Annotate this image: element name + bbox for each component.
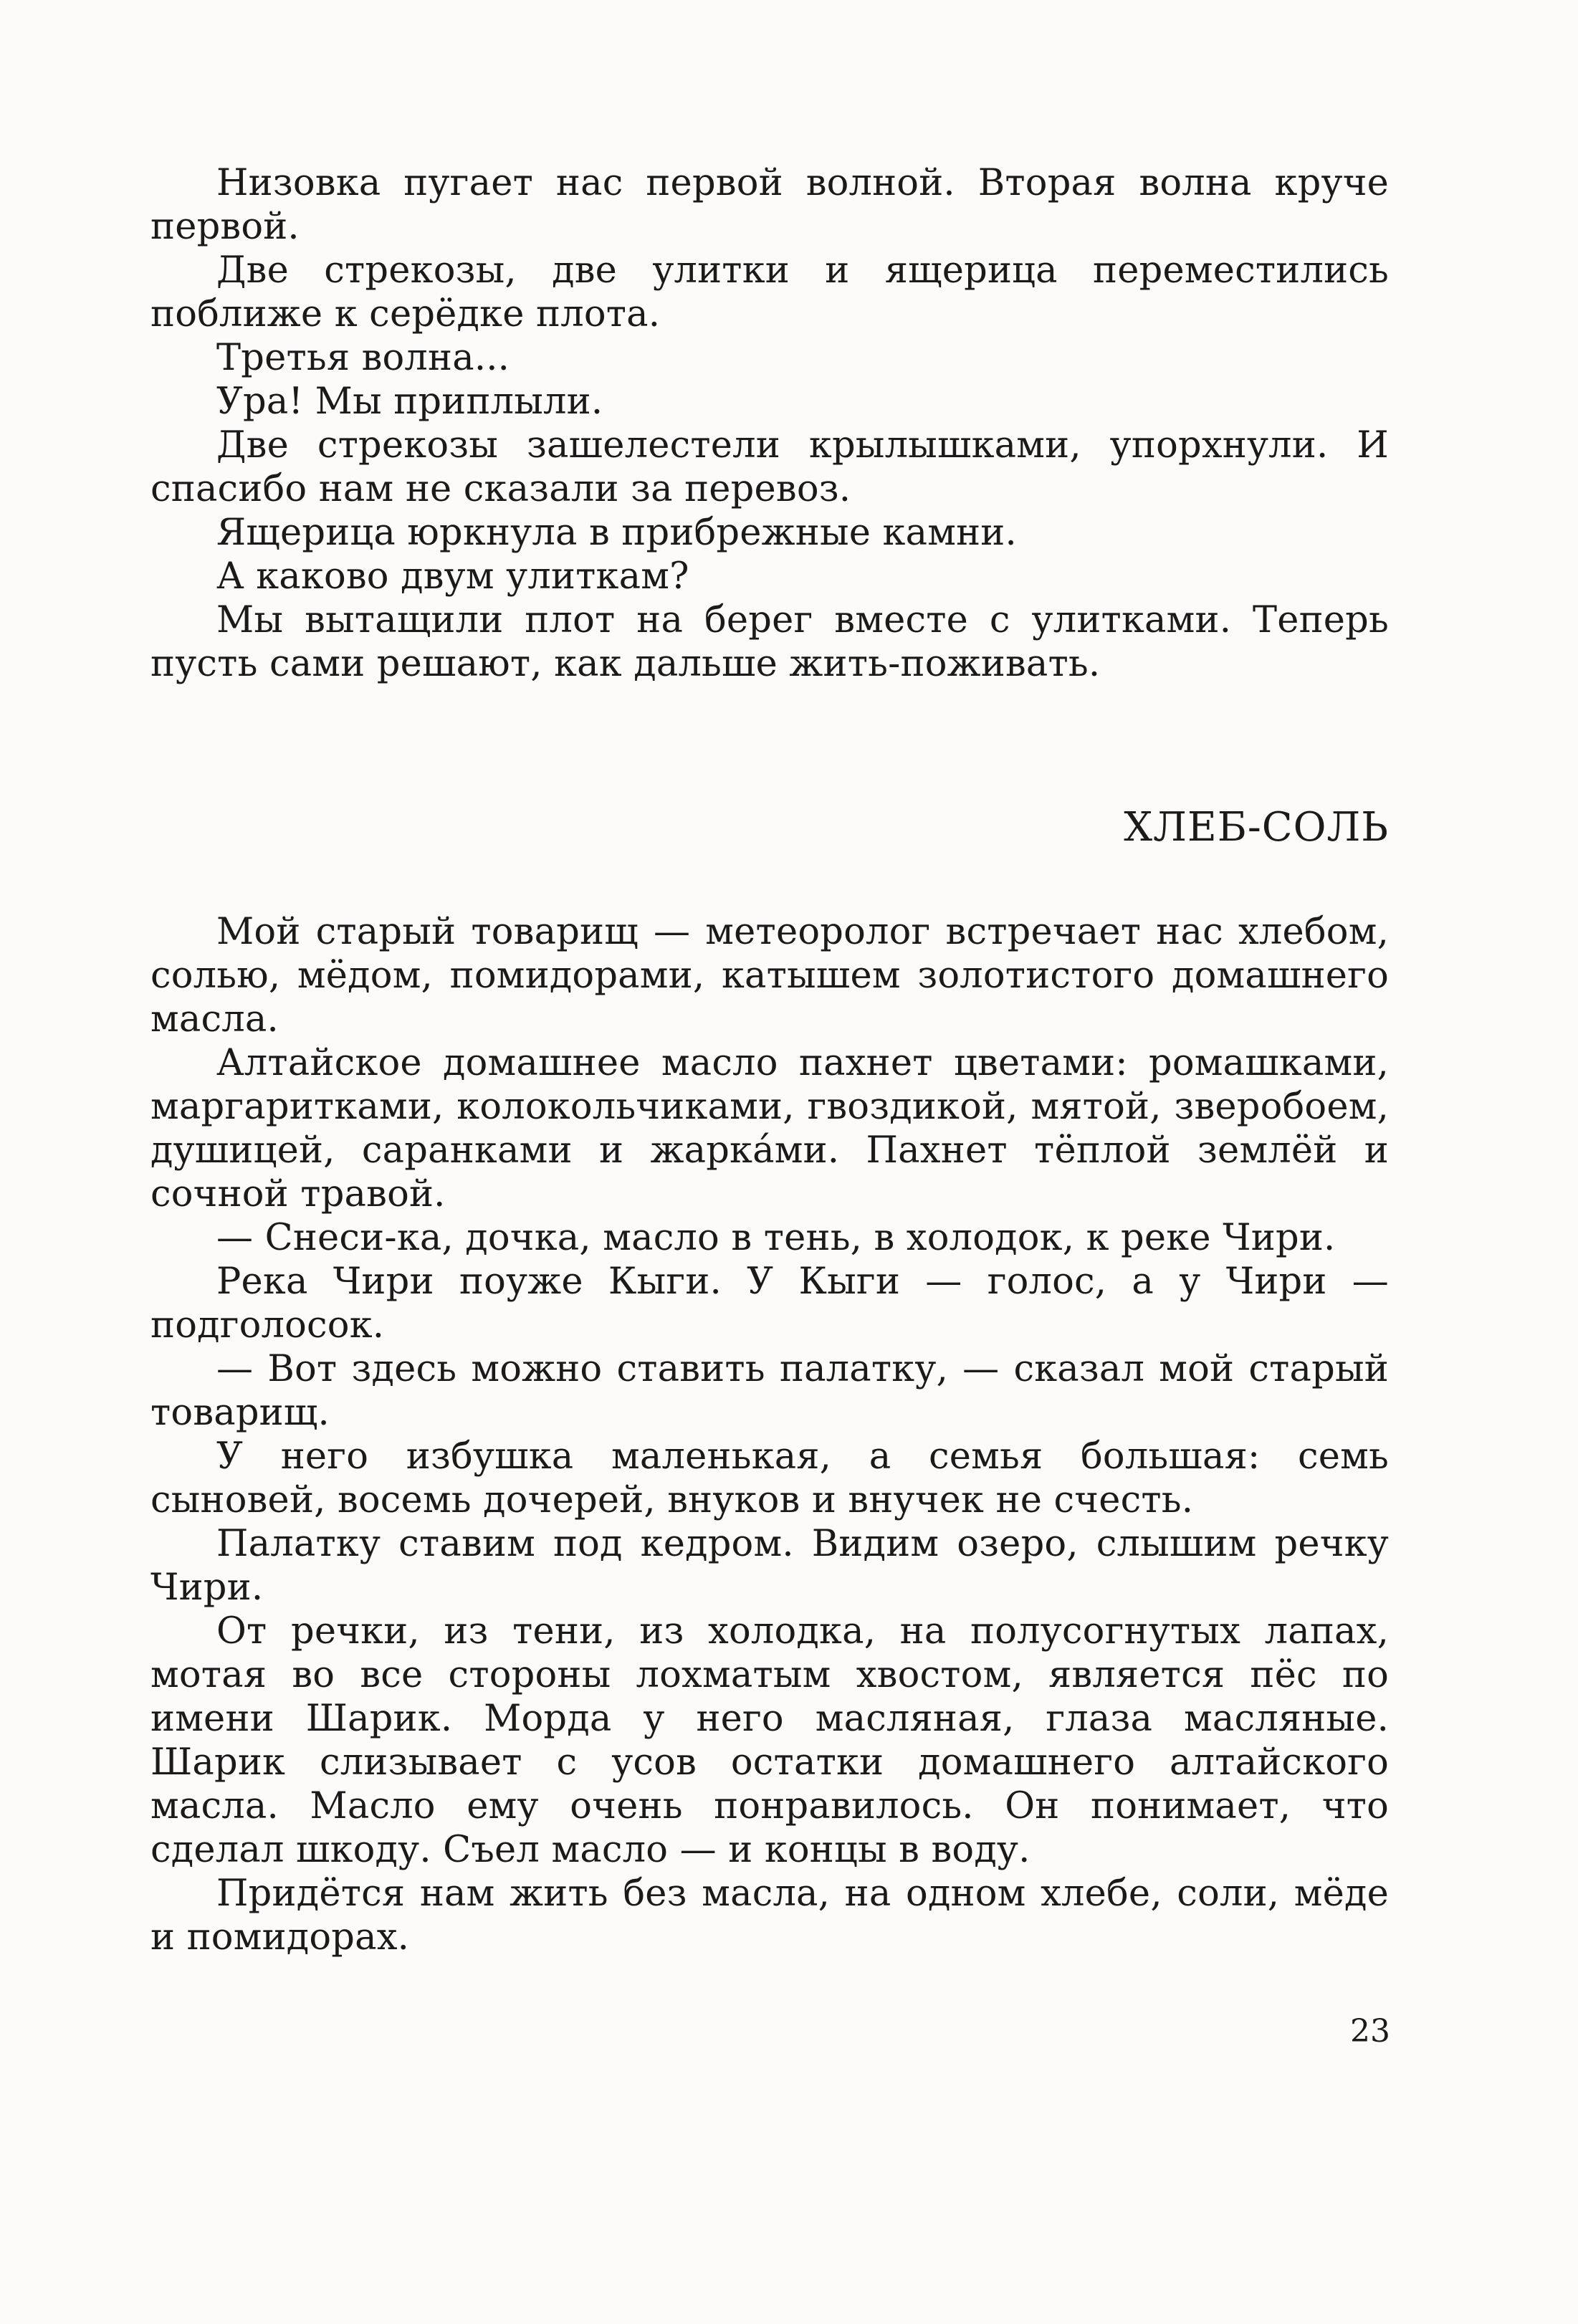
paragraph: Придётся нам жить без масла, на одном хлебе, соли, мёде и помидорах. <box>150 1873 1389 1959</box>
paragraph: Ящерица юркнула в прибрежные камни. <box>216 512 1017 554</box>
paragraph: — Снеси-ка, дочка, масло в тень, в холодок, к реке Чири. <box>216 1217 1336 1259</box>
paragraph: От речки, из тени, из холодка, на полусогнутых лапах, мотая во все стороны лохматым хвостом, является пёс по имени Шарик. Морда у него масляная, глаза масляные. Шарик слизывает с усов остатки домашнего алтайского масла. Масло ему очень понравилось. Он понимает, что сделал шкоду. Съел масло — и концы в воду. <box>150 1610 1389 1871</box>
section-header <box>150 803 1389 853</box>
paragraph: Мой старый товарищ — метеоролог встречает нас хлебом, солью, мёдом, помидорами, катышем золотистого домашнего масла. <box>150 911 1389 1041</box>
story-body <box>150 910 1389 1959</box>
paragraph: А каково двум улиткам? <box>216 555 689 598</box>
paragraph: Мы вытащили плот на берег вместе с улитками. Теперь пусть сами решают, как дальше жить-поживать. <box>150 599 1389 685</box>
page-number: 23 <box>1350 2013 1390 2050</box>
paragraph: Две стрекозы зашелестели крылышками, упорхнули. И спасибо нам не сказали за перевоз. <box>150 424 1389 510</box>
paragraph: Палатку ставим под кедром. Видим озеро, слышим речку Чири. <box>150 1523 1389 1609</box>
paragraph: Алтайское домашнее масло пахнет цветами: ромашками, маргаритками, колокольчиками, гвоздикой, мятой, зверобоем, душицей, саранками и жарка́ми. Пахнет тёплой землёй и сочной травой. <box>150 1042 1389 1215</box>
paragraph: Третья волна... <box>216 337 510 379</box>
paragraph: Ура! Мы приплыли. <box>216 381 603 423</box>
paragraph: У него избушка маленькая, а семья большая: семь сыновей, восемь дочерей, внуков и внучек не счесть. <box>150 1435 1389 1521</box>
story-continuation <box>150 161 1389 686</box>
paragraph: Река Чири поуже Кыги. У Кыги — голос, а у Чири — подголосок. <box>150 1261 1389 1347</box>
paragraph: Две стрекозы, две улитки и ящерица переместились поближе к серёдке плота. <box>150 249 1389 335</box>
paragraph: Низовка пугает нас первой волной. Вторая волна круче первой. <box>150 162 1389 248</box>
paragraph: — Вот здесь можно ставить палатку, — сказал мой старый товарищ. <box>150 1348 1389 1434</box>
section-title: ХЛЕБ-СОЛЬ <box>1124 804 1389 851</box>
